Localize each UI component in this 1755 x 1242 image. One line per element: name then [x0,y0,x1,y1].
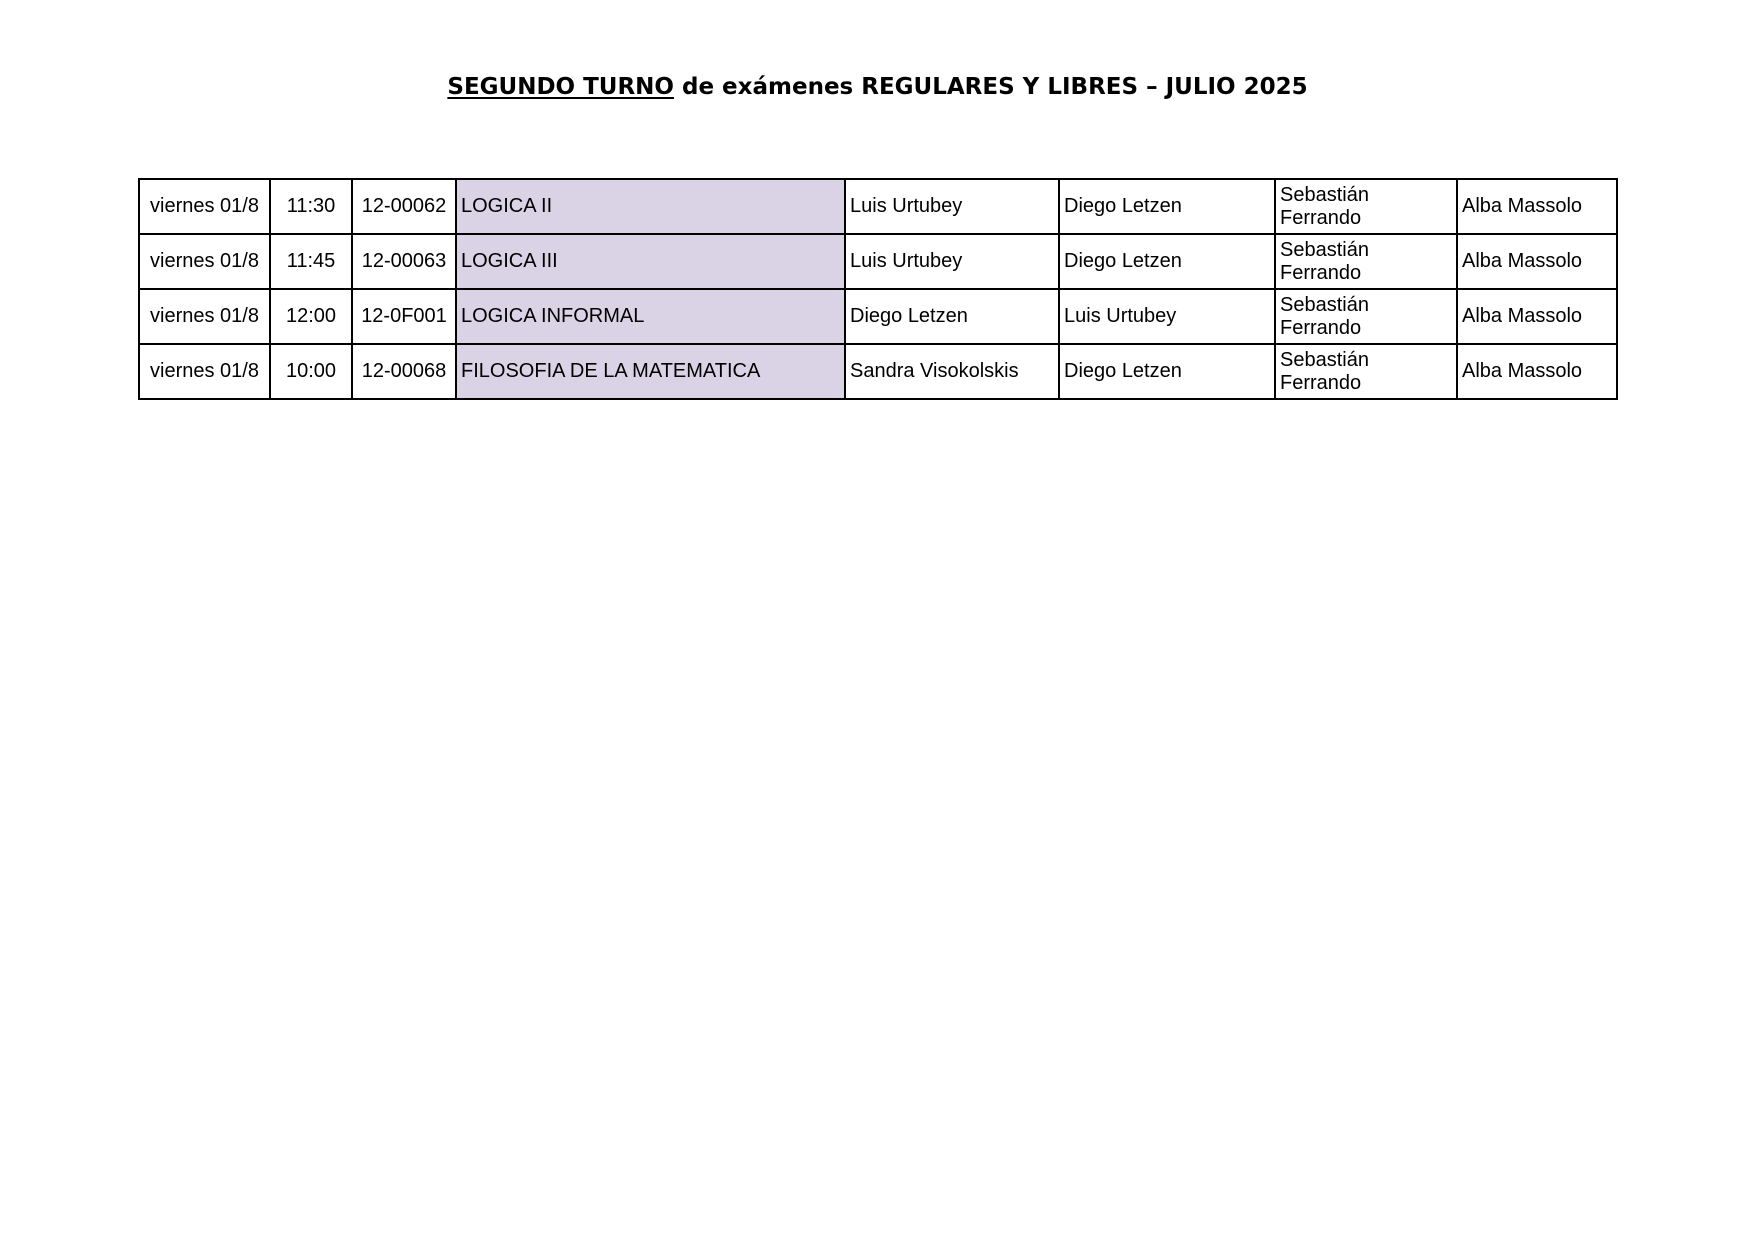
subject-name: FILOSOFIA DE LA MATEMATICA [456,344,845,399]
member-3-line-2: Ferrando [1280,206,1362,229]
exam-day: viernes 01/8 [139,234,270,289]
tribunal-member-3 [1275,179,1457,234]
exam-time: 11:45 [270,234,352,289]
title-underlined: SEGUNDO TURNO [447,74,674,100]
subject-code: 12-00062 [352,179,456,234]
subject-code: 12-00068 [352,344,456,399]
exam-day: viernes 01/8 [139,289,270,344]
table-row [139,234,1617,289]
tribunal-member-4: Alba Massolo [1457,344,1617,399]
member-3-line-2: Ferrando [1280,371,1362,394]
table-row [139,289,1617,344]
tribunal-member-1: Diego Letzen [845,289,1059,344]
member-3-line-1: Sebastián [1280,348,1369,371]
exam-time: 12:00 [270,289,352,344]
tribunal-member-2: Diego Letzen [1059,234,1275,289]
tribunal-member-1: Sandra Visokolskis [845,344,1059,399]
exam-day: viernes 01/8 [139,344,270,399]
tribunal-member-4: Alba Massolo [1457,234,1617,289]
exam-time: 10:00 [270,344,352,399]
tribunal-member-4: Alba Massolo [1457,179,1617,234]
member-3-line-1: Sebastián [1280,293,1369,316]
tribunal-member-3 [1275,289,1457,344]
subject-code: 12-00063 [352,234,456,289]
member-3-line-1: Sebastián [1280,183,1369,206]
tribunal-member-2: Diego Letzen [1059,344,1275,399]
table-row [139,179,1617,234]
member-3-line-2: Ferrando [1280,316,1362,339]
exam-schedule-table [138,178,1618,400]
member-3-line-2: Ferrando [1280,261,1362,284]
tribunal-member-3 [1275,344,1457,399]
subject-code: 12-0F001 [352,289,456,344]
tribunal-member-2: Luis Urtubey [1059,289,1275,344]
subject-name: LOGICA II [456,179,845,234]
subject-name: LOGICA INFORMAL [456,289,845,344]
tribunal-member-2: Diego Letzen [1059,179,1275,234]
tribunal-member-4: Alba Massolo [1457,289,1617,344]
tribunal-member-1: Luis Urtubey [845,179,1059,234]
subject-name: LOGICA III [456,234,845,289]
member-3-line-1: Sebastián [1280,238,1369,261]
exam-time: 11:30 [270,179,352,234]
tribunal-member-1: Luis Urtubey [845,234,1059,289]
table-row [139,344,1617,399]
page-title [0,74,1755,102]
title-rest: de exámenes REGULARES Y LIBRES – JULIO 2025 [673,74,1308,100]
tribunal-member-3 [1275,234,1457,289]
exam-day: viernes 01/8 [139,179,270,234]
